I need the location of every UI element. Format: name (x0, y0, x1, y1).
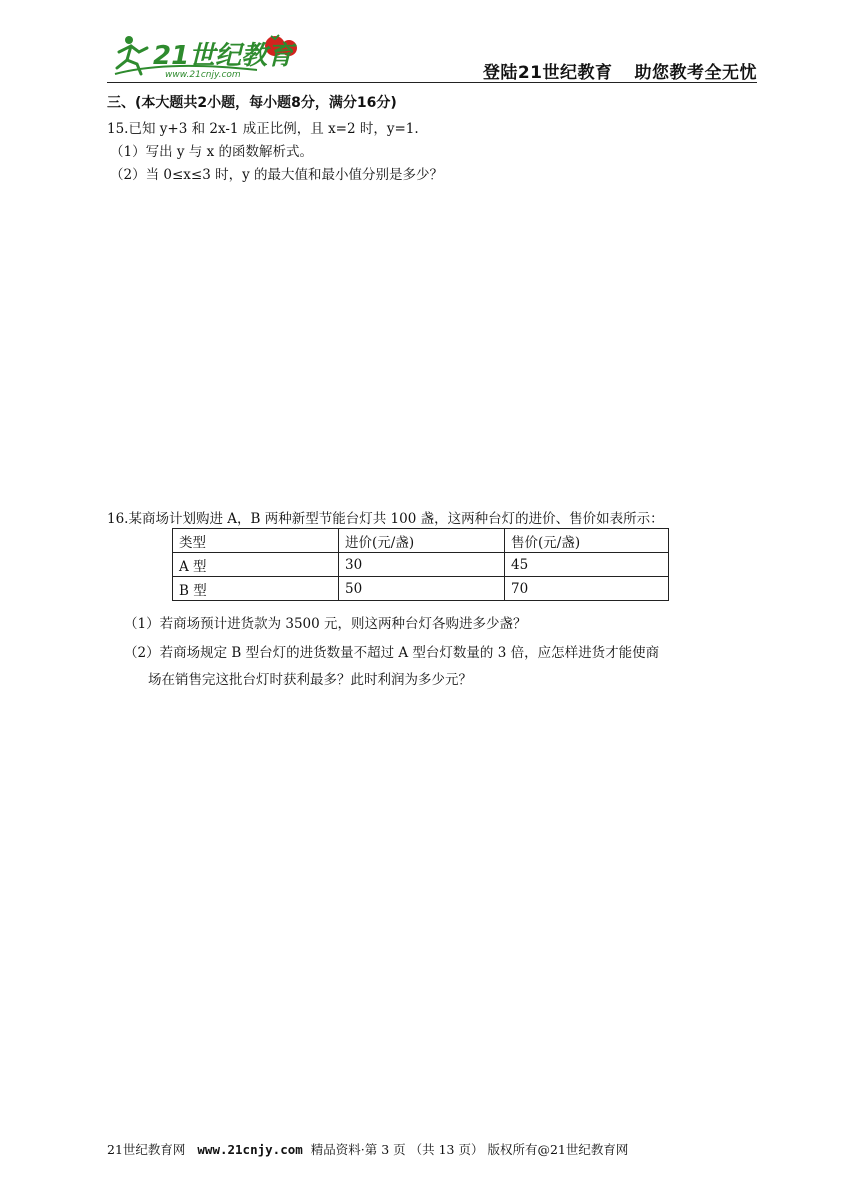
table-cell: 45 (505, 553, 669, 577)
table-cell: 70 (505, 577, 669, 601)
logo-graphic (107, 30, 307, 80)
footer-url[interactable]: www.21cnjy.com (197, 1142, 303, 1157)
q16-part2-line1: （2）若商场规定 B 型台灯的进货数量不超过 A 型台灯数量的 3 倍，应怎样进货才能使商 (124, 645, 660, 661)
q16-part2-line2: 场在销售完这批台灯时获利最多？此时利润为多少元？ (148, 672, 472, 688)
slogan-right: 助您教考全无忧 (634, 63, 757, 83)
q16-part1: （1）若商场预计进货款为 3500 元，则这两种台灯各购进多少盏？ (124, 616, 527, 632)
q15-part1: （1）写出 y 与 x 的函数解析式。 (110, 144, 313, 160)
table-cell: B 型 (173, 577, 339, 601)
table-header-row (173, 529, 669, 553)
logo-url-text: www.21cnjy.com (165, 70, 241, 80)
footer-page-info: 精品资料·第 3 页 （共 13 页） 版权所有@21世纪教育网 (310, 1142, 629, 1157)
table-cell: A 型 (173, 553, 339, 577)
q15-stem: 15.已知 y+3 和 2x-1 成正比例，且 x=2 时，y=1. (107, 121, 419, 137)
page-header (107, 30, 757, 82)
footer-site-name: 21世纪教育网 (107, 1142, 186, 1157)
table-header-cell: 类型 (173, 529, 339, 553)
q16-stem: 16.某商场计划购进 A，B 两种新型节能台灯共 100 盏，这两种台灯的进价、售价如表所示： (107, 511, 664, 527)
table-row (173, 553, 669, 577)
table-header-cell: 售价(元/盏) (505, 529, 669, 553)
header-divider (107, 82, 757, 83)
site-logo (107, 30, 307, 80)
slogan-left: 登陆21世纪教育 (482, 63, 613, 83)
table-row (173, 577, 669, 601)
header-slogan (483, 58, 757, 83)
price-table (172, 528, 669, 601)
page-footer (107, 1140, 628, 1158)
logo-text: 21世纪教育 (153, 41, 294, 71)
table-cell: 50 (339, 577, 505, 601)
table-cell: 30 (339, 553, 505, 577)
table-header-cell: 进价(元/盏) (339, 529, 505, 553)
q15-part2: （2）当 0≤x≤3 时，y 的最大值和最小值分别是多少？ (110, 167, 444, 183)
section-title: 三、(本大题共2小题，每小题8分，满分16分) (107, 95, 397, 111)
